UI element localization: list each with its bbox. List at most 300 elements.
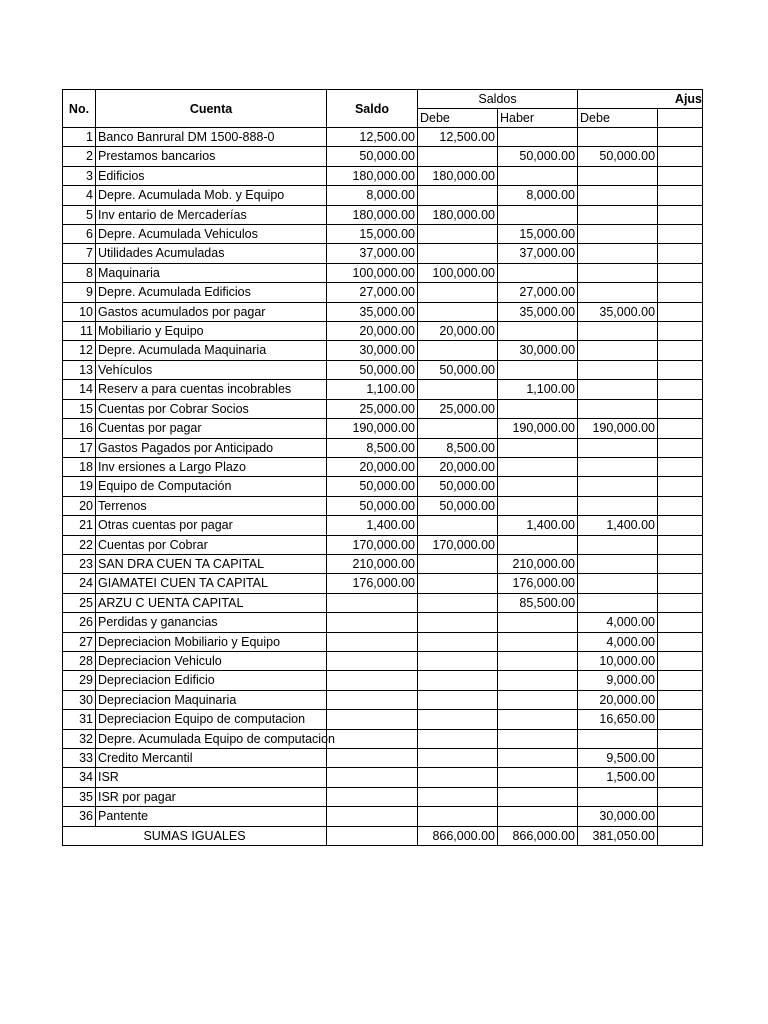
saldos-haber-cell[interactable]: 15,000.00 [498, 225, 578, 244]
ajustes-haber-cell[interactable] [658, 787, 703, 806]
table-row [63, 225, 703, 244]
ajustes-debe-cell[interactable]: 4,000.00 [578, 613, 658, 632]
saldos-haber-cell[interactable]: 210,000.00 [498, 554, 578, 573]
row-number[interactable]: 20 [63, 496, 96, 515]
saldos-haber-cell[interactable]: 30,000.00 [498, 341, 578, 360]
ajustes-debe-cell[interactable] [578, 399, 658, 418]
account-name[interactable]: Cuentas por Cobrar Socios [96, 399, 327, 418]
ajustes-debe-cell[interactable] [578, 457, 658, 476]
saldos-debe-cell[interactable]: 20,000.00 [418, 322, 498, 341]
ajustes-haber-cell[interactable] [658, 302, 703, 321]
col-header-cuenta: Cuenta [96, 90, 327, 128]
saldos-debe-cell[interactable] [418, 147, 498, 166]
totals-ajustes-debe[interactable]: 381,050.00 [578, 826, 658, 845]
saldos-debe-cell[interactable] [418, 380, 498, 399]
row-number[interactable]: 14 [63, 380, 96, 399]
ajustes-debe-cell[interactable]: 10,000.00 [578, 651, 658, 670]
saldo-cell[interactable]: 1,400.00 [327, 516, 418, 535]
table-row [63, 613, 703, 632]
saldos-haber-cell[interactable] [498, 263, 578, 282]
account-name[interactable]: Credito Mercantil [96, 749, 327, 768]
ajustes-debe-cell[interactable]: 4,000.00 [578, 632, 658, 651]
table-row [63, 341, 703, 360]
saldos-haber-cell[interactable] [498, 632, 578, 651]
saldos-debe-cell[interactable] [418, 729, 498, 748]
row-number[interactable]: 24 [63, 574, 96, 593]
ajustes-haber-cell[interactable] [658, 166, 703, 185]
table-row [63, 438, 703, 457]
row-number[interactable]: 3 [63, 166, 96, 185]
table-row [63, 749, 703, 768]
saldo-cell[interactable]: 20,000.00 [327, 322, 418, 341]
col-header-ajustes-haber [658, 109, 703, 128]
totals-saldo[interactable] [327, 826, 418, 845]
table-row [63, 380, 703, 399]
saldos-debe-cell[interactable] [418, 749, 498, 768]
saldo-cell[interactable]: 210,000.00 [327, 554, 418, 573]
ajustes-haber-cell[interactable] [658, 438, 703, 457]
saldos-debe-cell[interactable]: 12,500.00 [418, 128, 498, 147]
saldos-debe-cell[interactable] [418, 554, 498, 573]
row-number[interactable]: 5 [63, 205, 96, 224]
table-row [63, 283, 703, 302]
table-row [63, 457, 703, 476]
saldos-debe-cell[interactable]: 20,000.00 [418, 457, 498, 476]
ajustes-haber-cell[interactable] [658, 360, 703, 379]
table-row [63, 147, 703, 166]
ajustes-haber-cell[interactable] [658, 632, 703, 651]
ajustes-haber-cell[interactable] [658, 283, 703, 302]
account-name[interactable]: Depreciacion Edificio [96, 671, 327, 690]
saldos-debe-cell[interactable] [418, 283, 498, 302]
col-header-ajustes-debe: Debe [578, 109, 658, 128]
ajustes-haber-cell[interactable] [658, 671, 703, 690]
ajustes-debe-cell[interactable] [578, 574, 658, 593]
ajustes-debe-cell[interactable] [578, 438, 658, 457]
row-number[interactable]: 23 [63, 554, 96, 573]
ajustes-haber-cell[interactable] [658, 554, 703, 573]
ajustes-debe-cell[interactable] [578, 535, 658, 554]
saldo-cell[interactable]: 100,000.00 [327, 263, 418, 282]
saldos-debe-cell[interactable]: 50,000.00 [418, 477, 498, 496]
ajustes-debe-cell[interactable] [578, 787, 658, 806]
ajustes-debe-cell[interactable] [578, 205, 658, 224]
ajustes-haber-cell[interactable] [658, 749, 703, 768]
row-number[interactable]: 36 [63, 807, 96, 826]
ajustes-debe-cell[interactable] [578, 166, 658, 185]
saldos-debe-cell[interactable] [418, 593, 498, 612]
row-number[interactable]: 16 [63, 419, 96, 438]
ajustes-debe-cell[interactable] [578, 263, 658, 282]
ajustes-haber-cell[interactable] [658, 807, 703, 826]
row-number[interactable]: 18 [63, 457, 96, 476]
account-name[interactable]: ISR [96, 768, 327, 787]
ajustes-debe-cell[interactable] [578, 360, 658, 379]
row-number[interactable]: 9 [63, 283, 96, 302]
ajustes-haber-cell[interactable] [658, 322, 703, 341]
saldos-debe-cell[interactable] [418, 419, 498, 438]
saldos-haber-cell[interactable] [498, 477, 578, 496]
col-header-ajustes [578, 90, 703, 109]
row-number[interactable]: 25 [63, 593, 96, 612]
ajustes-haber-cell[interactable] [658, 341, 703, 360]
row-number[interactable]: 17 [63, 438, 96, 457]
col-header-no: No. [63, 90, 96, 128]
ajustes-haber-cell[interactable] [658, 613, 703, 632]
ajustes-haber-cell[interactable] [658, 263, 703, 282]
row-number[interactable]: 11 [63, 322, 96, 341]
saldos-haber-cell[interactable]: 1,400.00 [498, 516, 578, 535]
account-name[interactable]: Banco Banrural DM 1500-888-0 [96, 128, 327, 147]
table-row [63, 360, 703, 379]
ajustes-haber-cell[interactable] [658, 651, 703, 670]
saldo-cell[interactable]: 8,500.00 [327, 438, 418, 457]
saldo-cell[interactable] [327, 807, 418, 826]
saldos-haber-cell[interactable] [498, 749, 578, 768]
saldos-debe-cell[interactable]: 50,000.00 [418, 496, 498, 515]
saldos-debe-cell[interactable]: 180,000.00 [418, 205, 498, 224]
table-row [63, 302, 703, 321]
saldos-haber-cell[interactable] [498, 399, 578, 418]
table-row [63, 399, 703, 418]
row-number[interactable]: 28 [63, 651, 96, 670]
table-row [63, 787, 703, 806]
table-row [63, 574, 703, 593]
account-name[interactable]: Depreciacion Equipo de computacion [96, 710, 327, 729]
ajustes-haber-cell[interactable] [658, 729, 703, 748]
saldos-debe-cell[interactable]: 100,000.00 [418, 263, 498, 282]
account-name[interactable]: Depre. Acumulada Vehiculos [96, 225, 327, 244]
account-name[interactable]: Depreciacion Maquinaria [96, 690, 327, 709]
saldos-debe-cell[interactable]: 8,500.00 [418, 438, 498, 457]
totals-saldos-haber[interactable]: 866,000.00 [498, 826, 578, 845]
saldos-debe-cell[interactable] [418, 225, 498, 244]
saldo-cell[interactable]: 190,000.00 [327, 419, 418, 438]
totals-saldos-debe[interactable]: 866,000.00 [418, 826, 498, 845]
ajustes-haber-cell[interactable] [658, 244, 703, 263]
row-number[interactable]: 12 [63, 341, 96, 360]
ajustes-haber-cell[interactable] [658, 186, 703, 205]
saldos-haber-cell[interactable]: 190,000.00 [498, 419, 578, 438]
account-name[interactable]: Perdidas y ganancias [96, 613, 327, 632]
account-name[interactable]: Pantente [96, 807, 327, 826]
totals-ajustes-haber[interactable] [658, 826, 703, 845]
saldos-haber-cell[interactable]: 35,000.00 [498, 302, 578, 321]
ajustes-debe-cell[interactable] [578, 244, 658, 263]
ajustes-haber-cell[interactable] [658, 205, 703, 224]
account-name[interactable]: Edificios [96, 166, 327, 185]
saldos-debe-cell[interactable] [418, 613, 498, 632]
saldos-debe-cell[interactable] [418, 341, 498, 360]
saldos-haber-cell[interactable]: 1,100.00 [498, 380, 578, 399]
row-number[interactable]: 33 [63, 749, 96, 768]
ajustes-debe-cell[interactable]: 1,400.00 [578, 516, 658, 535]
row-number[interactable]: 8 [63, 263, 96, 282]
saldos-haber-cell[interactable] [498, 729, 578, 748]
table-row [63, 651, 703, 670]
ajustes-debe-cell[interactable] [578, 128, 658, 147]
totals-label[interactable]: SUMAS IGUALES [63, 826, 327, 845]
ajustes-debe-cell[interactable] [578, 729, 658, 748]
ajustes-debe-cell[interactable] [578, 186, 658, 205]
saldos-debe-cell[interactable] [418, 787, 498, 806]
row-number[interactable]: 34 [63, 768, 96, 787]
saldos-debe-cell[interactable] [418, 671, 498, 690]
saldo-cell[interactable]: 15,000.00 [327, 225, 418, 244]
account-name[interactable]: Utilidades Acumuladas [96, 244, 327, 263]
ajustes-debe-cell[interactable]: 1,500.00 [578, 768, 658, 787]
saldo-cell[interactable]: 25,000.00 [327, 399, 418, 418]
saldos-haber-cell[interactable] [498, 535, 578, 554]
table-row [63, 516, 703, 535]
saldos-debe-cell[interactable]: 180,000.00 [418, 166, 498, 185]
row-number[interactable]: 31 [63, 710, 96, 729]
account-name[interactable]: Cuentas por pagar [96, 419, 327, 438]
account-name[interactable]: Otras cuentas por pagar [96, 516, 327, 535]
row-number[interactable]: 26 [63, 613, 96, 632]
saldos-haber-cell[interactable]: 37,000.00 [498, 244, 578, 263]
saldo-cell[interactable]: 50,000.00 [327, 147, 418, 166]
account-name[interactable]: Cuentas por Cobrar [96, 535, 327, 554]
row-number[interactable]: 19 [63, 477, 96, 496]
table-row [63, 322, 703, 341]
ajustes-haber-cell[interactable] [658, 690, 703, 709]
ajustes-debe-cell[interactable]: 20,000.00 [578, 690, 658, 709]
ajustes-debe-cell[interactable] [578, 283, 658, 302]
saldos-debe-cell[interactable] [418, 244, 498, 263]
saldos-debe-cell[interactable] [418, 574, 498, 593]
ajustes-debe-cell[interactable] [578, 554, 658, 573]
ajustes-debe-cell[interactable]: 16,650.00 [578, 710, 658, 729]
account-name[interactable]: Inv entario de Mercaderías [96, 205, 327, 224]
ajustes-haber-cell[interactable] [658, 419, 703, 438]
saldos-haber-cell[interactable]: 27,000.00 [498, 283, 578, 302]
saldo-cell[interactable] [327, 710, 418, 729]
saldos-debe-cell[interactable] [418, 186, 498, 205]
ajustes-debe-cell[interactable] [578, 322, 658, 341]
row-number[interactable]: 13 [63, 360, 96, 379]
row-number[interactable]: 15 [63, 399, 96, 418]
saldos-haber-cell[interactable] [498, 787, 578, 806]
saldos-haber-cell[interactable]: 176,000.00 [498, 574, 578, 593]
account-name[interactable]: Gastos acumulados por pagar [96, 302, 327, 321]
ajustes-debe-cell[interactable]: 9,500.00 [578, 749, 658, 768]
ajustes-haber-cell[interactable] [658, 516, 703, 535]
saldos-debe-cell[interactable] [418, 710, 498, 729]
saldo-cell[interactable] [327, 671, 418, 690]
ajustes-haber-cell[interactable] [658, 496, 703, 515]
saldos-haber-cell[interactable] [498, 322, 578, 341]
ajustes-haber-cell[interactable] [658, 457, 703, 476]
saldos-debe-cell[interactable] [418, 690, 498, 709]
ajustes-haber-cell[interactable] [658, 574, 703, 593]
ajustes-haber-cell[interactable] [658, 535, 703, 554]
col-header-saldos: Saldos [418, 90, 578, 109]
saldos-haber-cell[interactable]: 85,500.00 [498, 593, 578, 612]
col-header-haber: Haber [498, 109, 578, 128]
table-row [63, 477, 703, 496]
row-number[interactable]: 4 [63, 186, 96, 205]
table-row [63, 128, 703, 147]
table-row [63, 807, 703, 826]
saldos-debe-cell[interactable]: 50,000.00 [418, 360, 498, 379]
ajustes-debe-cell[interactable] [578, 593, 658, 612]
saldo-cell[interactable]: 180,000.00 [327, 166, 418, 185]
ajustes-haber-cell[interactable] [658, 593, 703, 612]
account-name[interactable]: ISR por pagar [96, 787, 327, 806]
account-name[interactable]: GIAMATEI CUEN TA CAPITAL [96, 574, 327, 593]
ajustes-debe-cell[interactable] [578, 496, 658, 515]
table-row [63, 186, 703, 205]
saldo-cell[interactable]: 50,000.00 [327, 477, 418, 496]
account-name[interactable]: Depreciacion Vehiculo [96, 651, 327, 670]
saldos-haber-cell[interactable] [498, 690, 578, 709]
saldos-haber-cell[interactable] [498, 710, 578, 729]
account-name[interactable]: Inv ersiones a Largo Plazo [96, 457, 327, 476]
saldo-cell[interactable]: 170,000.00 [327, 535, 418, 554]
ajustes-debe-cell[interactable] [578, 380, 658, 399]
table-row [63, 690, 703, 709]
saldo-cell[interactable] [327, 729, 418, 748]
saldos-haber-cell[interactable] [498, 496, 578, 515]
table-row [63, 166, 703, 185]
saldo-cell[interactable]: 30,000.00 [327, 341, 418, 360]
col-header-saldo: Saldo [327, 90, 418, 128]
account-name[interactable]: Vehículos [96, 360, 327, 379]
row-number[interactable]: 29 [63, 671, 96, 690]
account-name[interactable]: Maquinaria [96, 263, 327, 282]
saldo-cell[interactable] [327, 632, 418, 651]
ajustes-debe-cell[interactable] [578, 225, 658, 244]
row-number[interactable]: 27 [63, 632, 96, 651]
ajustes-haber-cell[interactable] [658, 399, 703, 418]
row-number[interactable]: 21 [63, 516, 96, 535]
saldo-cell[interactable] [327, 749, 418, 768]
account-name[interactable]: Depre. Acumulada Maquinaria [96, 341, 327, 360]
table-row [63, 632, 703, 651]
saldos-haber-cell[interactable] [498, 128, 578, 147]
ajustes-haber-cell[interactable] [658, 225, 703, 244]
ajustes-haber-cell[interactable] [658, 147, 703, 166]
ajustes-haber-cell[interactable] [658, 380, 703, 399]
saldo-cell[interactable] [327, 593, 418, 612]
saldo-cell[interactable]: 35,000.00 [327, 302, 418, 321]
saldos-haber-cell[interactable] [498, 360, 578, 379]
row-number[interactable]: 30 [63, 690, 96, 709]
table-row [63, 710, 703, 729]
ajustes-debe-cell[interactable] [578, 477, 658, 496]
saldo-cell[interactable] [327, 787, 418, 806]
saldo-cell[interactable]: 50,000.00 [327, 496, 418, 515]
account-name[interactable]: Terrenos [96, 496, 327, 515]
saldos-haber-cell[interactable]: 50,000.00 [498, 147, 578, 166]
ajustes-debe-cell[interactable]: 30,000.00 [578, 807, 658, 826]
saldo-cell[interactable] [327, 613, 418, 632]
saldos-debe-cell[interactable] [418, 768, 498, 787]
table-row [63, 205, 703, 224]
table-row [63, 419, 703, 438]
saldos-debe-cell[interactable] [418, 516, 498, 535]
table-row [63, 535, 703, 554]
account-name[interactable]: Depre. Acumulada Mob. y Equipo [96, 186, 327, 205]
account-name[interactable]: Gastos Pagados por Anticipado [96, 438, 327, 457]
table-row [63, 496, 703, 515]
ajustes-haber-cell[interactable] [658, 477, 703, 496]
ajustes-debe-cell[interactable]: 35,000.00 [578, 302, 658, 321]
saldos-haber-cell[interactable]: 8,000.00 [498, 186, 578, 205]
saldos-debe-cell[interactable]: 170,000.00 [418, 535, 498, 554]
ajustes-haber-cell[interactable] [658, 128, 703, 147]
account-name[interactable]: SAN DRA CUEN TA CAPITAL [96, 554, 327, 573]
account-name[interactable]: ARZU C UENTA CAPITAL [96, 593, 327, 612]
row-number[interactable]: 6 [63, 225, 96, 244]
table-row [63, 244, 703, 263]
ajustes-debe-cell[interactable]: 50,000.00 [578, 147, 658, 166]
saldo-cell[interactable]: 8,000.00 [327, 186, 418, 205]
account-name[interactable]: Prestamos bancarios [96, 147, 327, 166]
saldos-debe-cell[interactable]: 25,000.00 [418, 399, 498, 418]
header-row-top [63, 90, 703, 109]
saldos-haber-cell[interactable] [498, 807, 578, 826]
saldos-debe-cell[interactable] [418, 651, 498, 670]
row-number[interactable]: 1 [63, 128, 96, 147]
saldo-cell[interactable]: 37,000.00 [327, 244, 418, 263]
account-name[interactable]: Depreciacion Mobiliario y Equipo [96, 632, 327, 651]
row-number[interactable]: 7 [63, 244, 96, 263]
row-number[interactable]: 10 [63, 302, 96, 321]
account-name[interactable]: Equipo de Computación [96, 477, 327, 496]
saldo-cell[interactable]: 176,000.00 [327, 574, 418, 593]
saldos-haber-cell[interactable] [498, 205, 578, 224]
saldos-debe-cell[interactable] [418, 807, 498, 826]
saldo-cell[interactable]: 12,500.00 [327, 128, 418, 147]
saldos-haber-cell[interactable] [498, 768, 578, 787]
saldo-cell[interactable] [327, 690, 418, 709]
saldo-cell[interactable] [327, 651, 418, 670]
ajustes-debe-cell[interactable]: 190,000.00 [578, 419, 658, 438]
account-name[interactable]: Depre. Acumulada Equipo de computacion [96, 729, 327, 748]
saldos-haber-cell[interactable] [498, 671, 578, 690]
saldos-haber-cell[interactable] [498, 457, 578, 476]
saldo-cell[interactable]: 27,000.00 [327, 283, 418, 302]
account-name[interactable]: Depre. Acumulada Edificios [96, 283, 327, 302]
balance-table [62, 89, 703, 846]
ajustes-haber-cell[interactable] [658, 710, 703, 729]
saldo-cell[interactable]: 180,000.00 [327, 205, 418, 224]
account-name[interactable]: Reserv a para cuentas incobrables [96, 380, 327, 399]
ajustes-debe-cell[interactable] [578, 341, 658, 360]
saldos-haber-cell[interactable] [498, 651, 578, 670]
ajustes-haber-cell[interactable] [658, 768, 703, 787]
saldo-cell[interactable]: 50,000.00 [327, 360, 418, 379]
saldo-cell[interactable] [327, 768, 418, 787]
saldos-debe-cell[interactable] [418, 632, 498, 651]
saldo-cell[interactable]: 1,100.00 [327, 380, 418, 399]
saldos-debe-cell[interactable] [418, 302, 498, 321]
ajustes-debe-cell[interactable]: 9,000.00 [578, 671, 658, 690]
saldo-cell[interactable]: 20,000.00 [327, 457, 418, 476]
saldos-haber-cell[interactable] [498, 166, 578, 185]
row-number[interactable]: 35 [63, 787, 96, 806]
row-number[interactable]: 32 [63, 729, 96, 748]
account-name[interactable]: Mobiliario y Equipo [96, 322, 327, 341]
saldos-haber-cell[interactable] [498, 438, 578, 457]
row-number[interactable]: 22 [63, 535, 96, 554]
saldos-haber-cell[interactable] [498, 613, 578, 632]
table-row [63, 768, 703, 787]
table-row [63, 593, 703, 612]
row-number[interactable]: 2 [63, 147, 96, 166]
